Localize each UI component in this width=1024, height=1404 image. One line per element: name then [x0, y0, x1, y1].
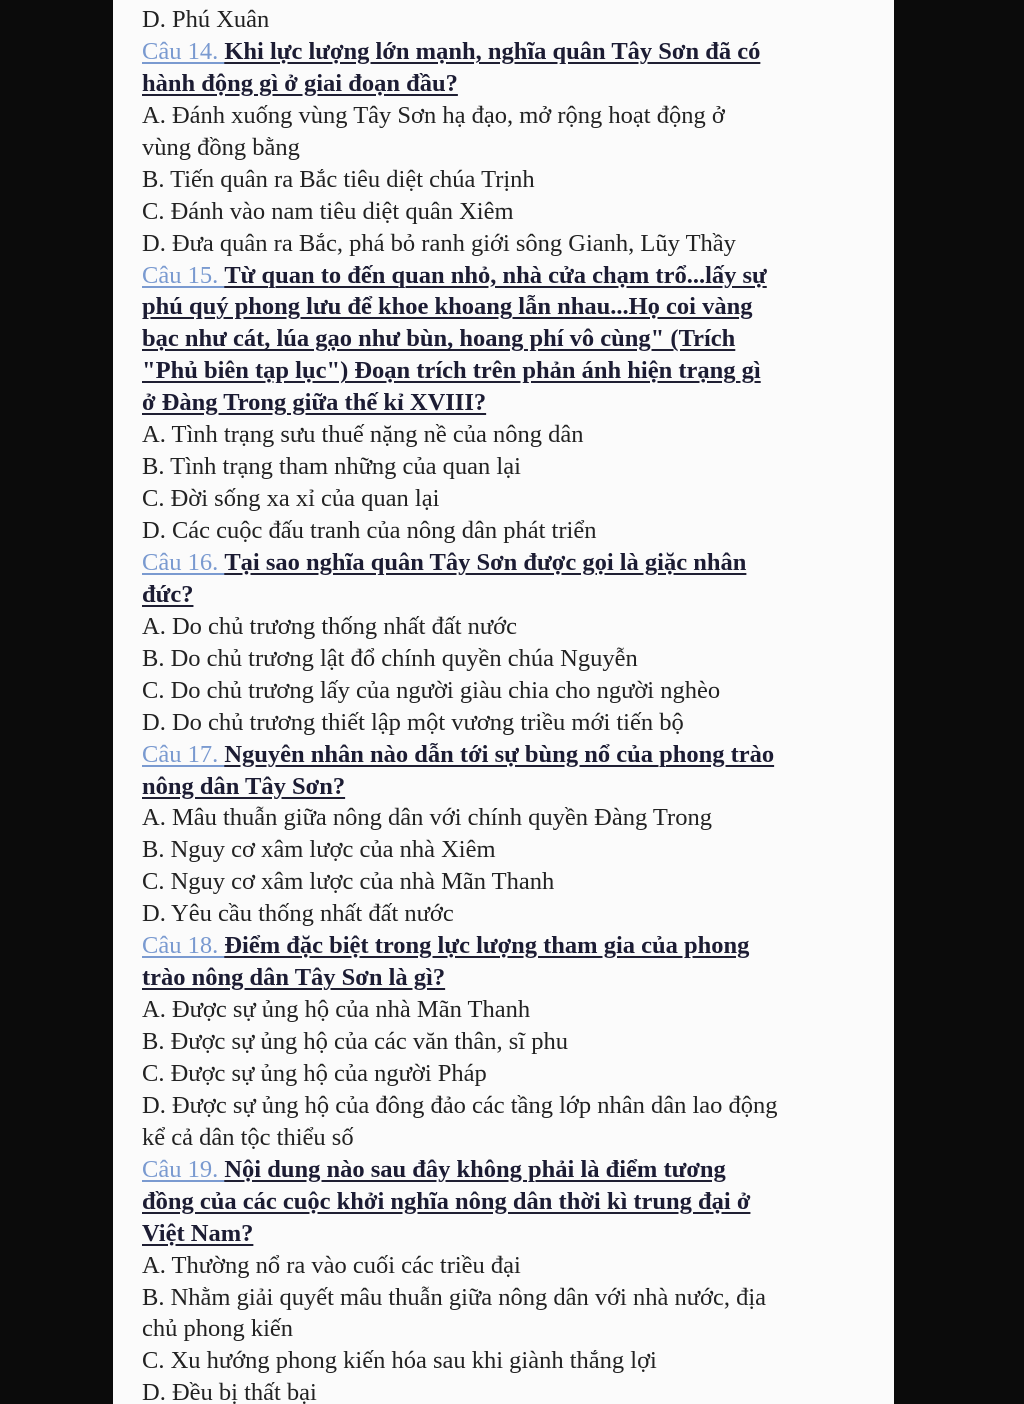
question-text [142, 38, 760, 65]
question-body: Khi lực lượng lớn mạnh, nghĩa quân Tây Sơn đã có [224, 37, 761, 65]
question-line [142, 962, 858, 994]
question-text [142, 325, 735, 352]
answer-option [142, 802, 858, 834]
question-line [142, 930, 858, 962]
question-body: bạc như cát, lúa gạo như bùn, hoang phí vô cùng" (Trích [142, 325, 736, 353]
answer-option-text: D. Phú Xuân [142, 6, 270, 33]
answer-option [142, 675, 858, 707]
question-text [142, 357, 761, 384]
question-line [142, 260, 858, 292]
question-line [142, 291, 858, 323]
answer-option [142, 100, 858, 132]
question-text [142, 549, 746, 576]
question-body: Nội dung nào sau đây không phải là điểm tương [224, 1155, 726, 1183]
answer-option-text: chủ phong kiến [142, 1315, 294, 1343]
answer-option [142, 1122, 858, 1154]
answer-option [142, 1250, 858, 1282]
question-body: hành động gì ở giai đoạn đầu? [142, 69, 458, 97]
answer-option-text: C. Do chủ trương lấy của người giàu chia cho người nghèo [142, 676, 721, 704]
answer-option-text: vùng đồng bằng [142, 133, 300, 161]
answer-option [142, 451, 858, 483]
question-body: Tại sao nghĩa quân Tây Sơn được gọi là giặc nhân [224, 548, 747, 576]
question-line [142, 579, 858, 611]
answer-option-text: A. Do chủ trương thống nhất đất nước [142, 612, 517, 640]
answer-option-text: D. Các cuộc đấu tranh của nông dân phát triển [142, 517, 597, 544]
question-body: trào nông dân Tây Sơn là gì? [142, 964, 446, 992]
answer-option [142, 515, 858, 547]
answer-option [142, 1282, 858, 1314]
answer-option-text: D. Đều bị thất bại [142, 1379, 317, 1404]
question-text [142, 389, 486, 416]
answer-option [142, 898, 858, 930]
document-page [113, 0, 894, 1404]
answer-option [142, 994, 858, 1026]
answer-option [142, 1377, 858, 1404]
answer-option [142, 611, 858, 643]
answer-option [142, 419, 858, 451]
answer-option-text: C. Đời sống xa xỉ của quan lại [142, 485, 440, 513]
answer-option [142, 483, 858, 515]
answer-option-text: C. Được sự ủng hộ của người Pháp [142, 1059, 487, 1087]
answer-option [142, 1058, 858, 1090]
question-line [142, 323, 858, 355]
answer-option-text: D. Yêu cầu thống nhất đất nước [142, 900, 454, 928]
question-text [142, 293, 752, 320]
answer-option-text: B. Tiến quân ra Bắc tiêu diệt chúa Trịnh [142, 165, 535, 193]
answer-option-text: C. Nguy cơ xâm lược của nhà Mãn Thanh [142, 868, 555, 896]
answer-option-text: A. Tình trạng sưu thuế nặng nề của nông dân [142, 421, 584, 449]
answer-option [142, 866, 858, 898]
answer-option [142, 196, 858, 228]
answer-option-text: A. Được sự ủng hộ của nhà Mãn Thanh [142, 996, 531, 1024]
answer-option-text: B. Nguy cơ xâm lược của nhà Xiêm [142, 836, 496, 864]
question-text [142, 1188, 750, 1215]
question-body: ở Đàng Trong giữa thế kỉ XVIII? [142, 389, 487, 417]
answer-option [142, 164, 858, 196]
question-text [142, 932, 749, 959]
question-body: "Phủ biên tạp lục") Đoạn trích trên phản ánh hiện trạng gì [142, 357, 761, 385]
answer-option [142, 643, 858, 675]
answer-option-text: C. Xu hướng phong kiến hóa sau khi giành thắng lợi [142, 1347, 657, 1375]
question-line [142, 547, 858, 579]
answer-option-text: D. Do chủ trương thiết lập một vương triều mới tiến bộ [142, 708, 684, 736]
question-line [142, 771, 858, 803]
question-text [142, 1156, 726, 1183]
question-body: Từ quan to đến quan nhỏ, nhà cửa chạm trổ...lấy sự [224, 261, 767, 289]
answer-option [142, 834, 858, 866]
question-text [142, 70, 458, 97]
answer-option [142, 132, 858, 164]
answer-option [142, 4, 858, 36]
question-text [142, 581, 193, 608]
question-body: nông dân Tây Sơn? [142, 772, 346, 800]
question-line [142, 1186, 858, 1218]
answer-option-text: D. Đưa quân ra Bắc, phá bỏ ranh giới sông Gianh, Lũy Thầy [142, 229, 736, 257]
question-number: Câu 17. [142, 740, 225, 768]
question-body: đức? [142, 580, 194, 608]
question-number: Câu 14. [142, 37, 225, 65]
question-body: Điểm đặc biệt trong lực lượng tham gia của phong [224, 932, 750, 960]
question-body: Việt Nam? [142, 1219, 254, 1247]
question-text [142, 773, 345, 800]
question-line [142, 387, 858, 419]
answer-option-text: B. Tình trạng tham những của quan lại [142, 453, 521, 481]
question-line [142, 36, 858, 68]
answer-option-text: B. Do chủ trương lật đổ chính quyền chúa Nguyễn [142, 644, 638, 672]
question-line [142, 1218, 858, 1250]
answer-option-text: C. Đánh vào nam tiêu diệt quân Xiêm [142, 197, 514, 225]
answer-option [142, 1345, 858, 1377]
question-number: Câu 15. [142, 261, 225, 289]
question-line [142, 68, 858, 100]
answer-option [142, 1026, 858, 1058]
answer-option [142, 1090, 858, 1122]
question-body: Nguyên nhân nào dẫn tới sự bùng nổ của phong trào [224, 740, 775, 768]
answer-option-text: D. Được sự ủng hộ của đông đảo các tầng lớp nhân dân lao động [142, 1091, 778, 1119]
question-number: Câu 19. [142, 1155, 225, 1183]
answer-option [142, 707, 858, 739]
question-text [142, 1220, 253, 1247]
answer-option-text: kể cả dân tộc thiểu số [142, 1123, 354, 1151]
question-body: phú quý phong lưu để khoe khoang lẫn nhau...Họ coi vàng [142, 293, 753, 321]
answer-option-text: A. Mâu thuẫn giữa nông dân với chính quyền Đàng Trong [142, 804, 712, 832]
answer-option-text: A. Đánh xuống vùng Tây Sơn hạ đạo, mở rộng hoạt động ở [142, 101, 725, 129]
question-text [142, 262, 767, 289]
question-text [142, 741, 774, 768]
question-body: đồng của các cuộc khởi nghĩa nông dân thời kì trung đại ở [142, 1187, 751, 1215]
question-text [142, 964, 445, 991]
question-number: Câu 18. [142, 932, 225, 960]
answer-option [142, 1313, 858, 1345]
question-list [142, 4, 858, 1404]
question-line [142, 1154, 858, 1186]
answer-option [142, 228, 858, 260]
question-line [142, 355, 858, 387]
question-number: Câu 16. [142, 548, 225, 576]
answer-option-text: B. Nhằm giải quyết mâu thuẫn giữa nông dân với nhà nước, địa [142, 1283, 767, 1311]
question-line [142, 739, 858, 771]
answer-option-text: B. Được sự ủng hộ của các văn thân, sĩ phu [142, 1028, 568, 1055]
answer-option-text: A. Thường nổ ra vào cuối các triều đại [142, 1251, 521, 1279]
